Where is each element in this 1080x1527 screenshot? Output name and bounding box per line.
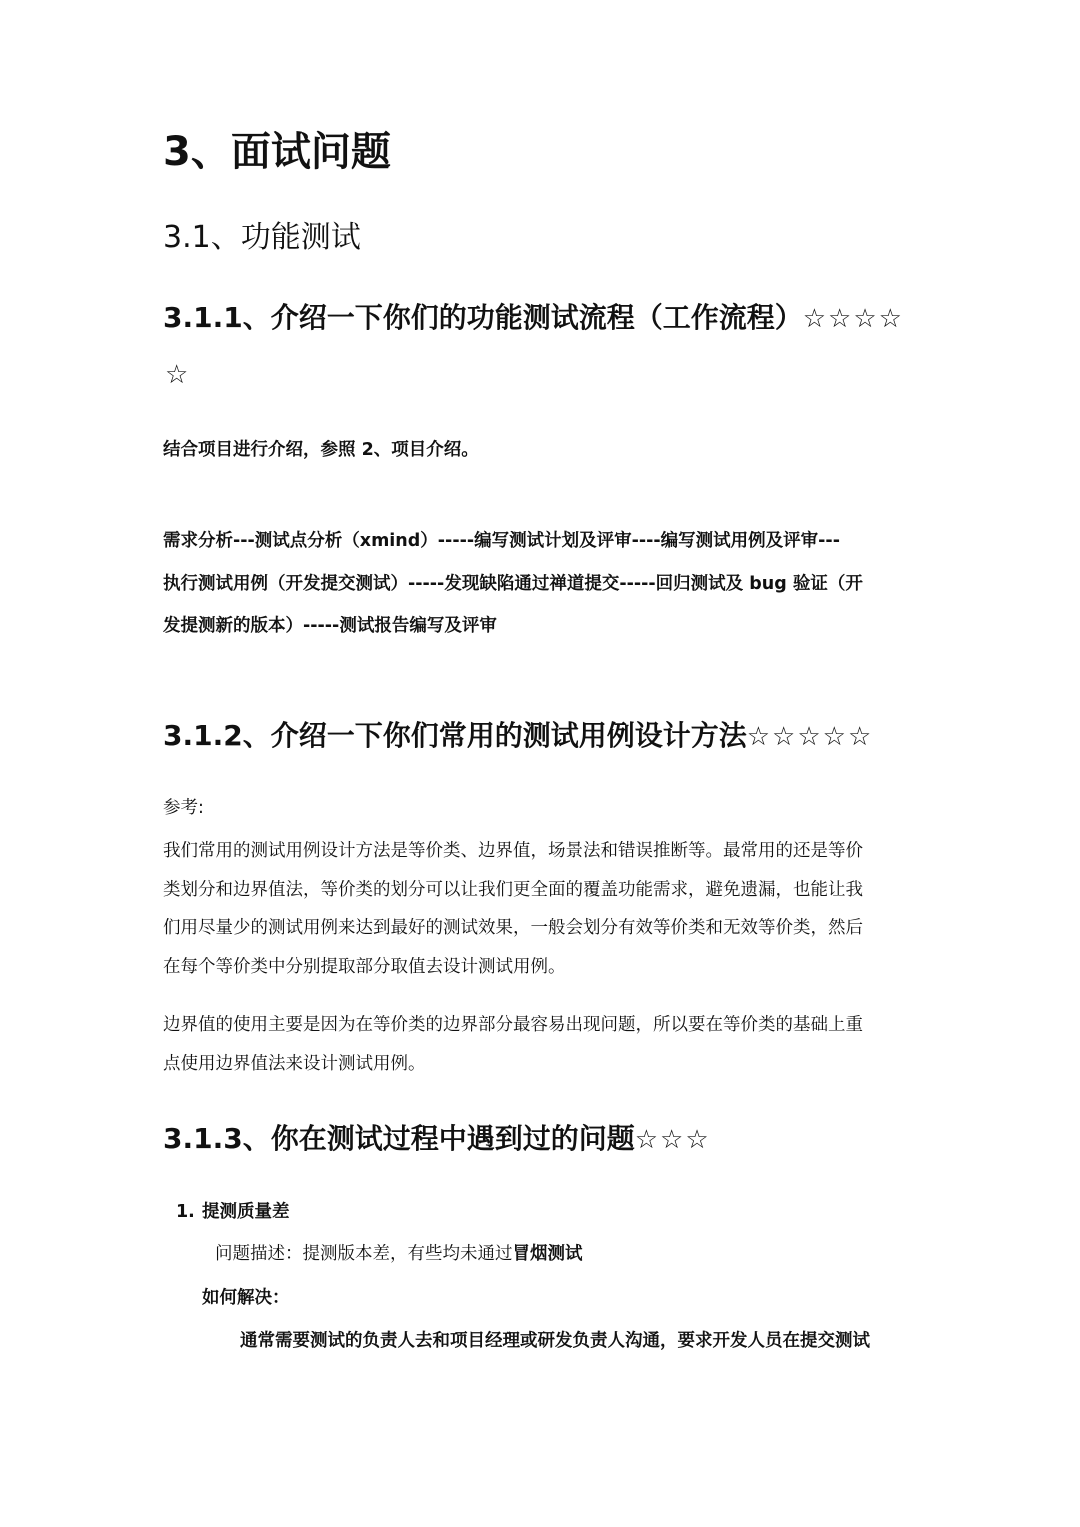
paragraph-line: 类划分和边界值法，等价类的划分可以让我们更全面的覆盖功能需求，避免遗漏，也能让我	[163, 879, 863, 900]
reference-label: 参考:	[163, 798, 204, 818]
problem-description-text: 问题描述：提测版本差，有些均未通过	[215, 1244, 513, 1264]
rating-stars: ☆☆☆	[634, 1125, 711, 1155]
rating-stars: ☆☆☆☆☆	[746, 722, 874, 752]
question-heading-1-text: 3.1.1、介绍一下你们的功能测试流程（工作流程）	[163, 301, 803, 334]
page-title: 3、面试问题	[163, 129, 391, 175]
question-heading-2	[163, 716, 873, 757]
answer-paragraph-2	[163, 1006, 863, 1083]
workflow-line: 执行测试用例（开发提交测试）-----发现缺陷通过禅道提交-----回归测试及 bug 验证（开	[163, 573, 863, 594]
paragraph-line: 边界值的使用主要是因为在等价类的边界部分最容易出现问题，所以要在等价类的基础上重	[163, 1015, 863, 1035]
workflow-paragraph	[163, 520, 923, 648]
solution-text: 通常需要测试的负责人去和项目经理或研发负责人沟通，要求开发人员在提交测试	[240, 1331, 870, 1351]
list-item-number: 1.	[176, 1202, 195, 1222]
problem-description	[215, 1240, 583, 1268]
paragraph-line: 点使用边界值法来设计测试用例。	[163, 1053, 426, 1074]
question-heading-3	[163, 1119, 711, 1160]
section-heading: 3.1、功能测试	[163, 220, 361, 255]
answer-paragraph-1	[163, 832, 863, 986]
list-item-title: 提测质量差	[202, 1202, 290, 1222]
paragraph-line: 们用尽量少的测试用例来达到最好的测试效果，一般会划分有效等价类和无效等价类，然后	[163, 918, 863, 938]
smoke-test-term: 冒烟测试	[512, 1244, 583, 1264]
paragraph-line: 在每个等价类中分别提取部分取值去设计测试用例。	[163, 956, 566, 977]
rating-stars-continued: ☆	[165, 360, 189, 390]
question-heading-1	[163, 298, 904, 339]
question-heading-3-text: 3.1.3、你在测试过程中遇到过的问题	[163, 1122, 635, 1155]
paragraph-line: 我们常用的测试用例设计方法是等价类、边界值，场景法和错误推断等。最常用的还是等价	[163, 841, 863, 861]
rating-stars: ☆☆☆☆	[802, 304, 904, 334]
workflow-line: 发提测新的版本）-----测试报告编写及评审	[163, 616, 497, 636]
question-heading-2-text: 3.1.2、介绍一下你们常用的测试用例设计方法	[163, 719, 747, 752]
solution-label: 如何解决：	[202, 1288, 290, 1308]
intro-paragraph: 结合项目进行介绍，参照 2、项目介绍。	[163, 440, 479, 460]
workflow-line: 需求分析---测试点分析（xmind）-----编写测试计划及评审----编写测试用例及评审---	[163, 531, 840, 551]
